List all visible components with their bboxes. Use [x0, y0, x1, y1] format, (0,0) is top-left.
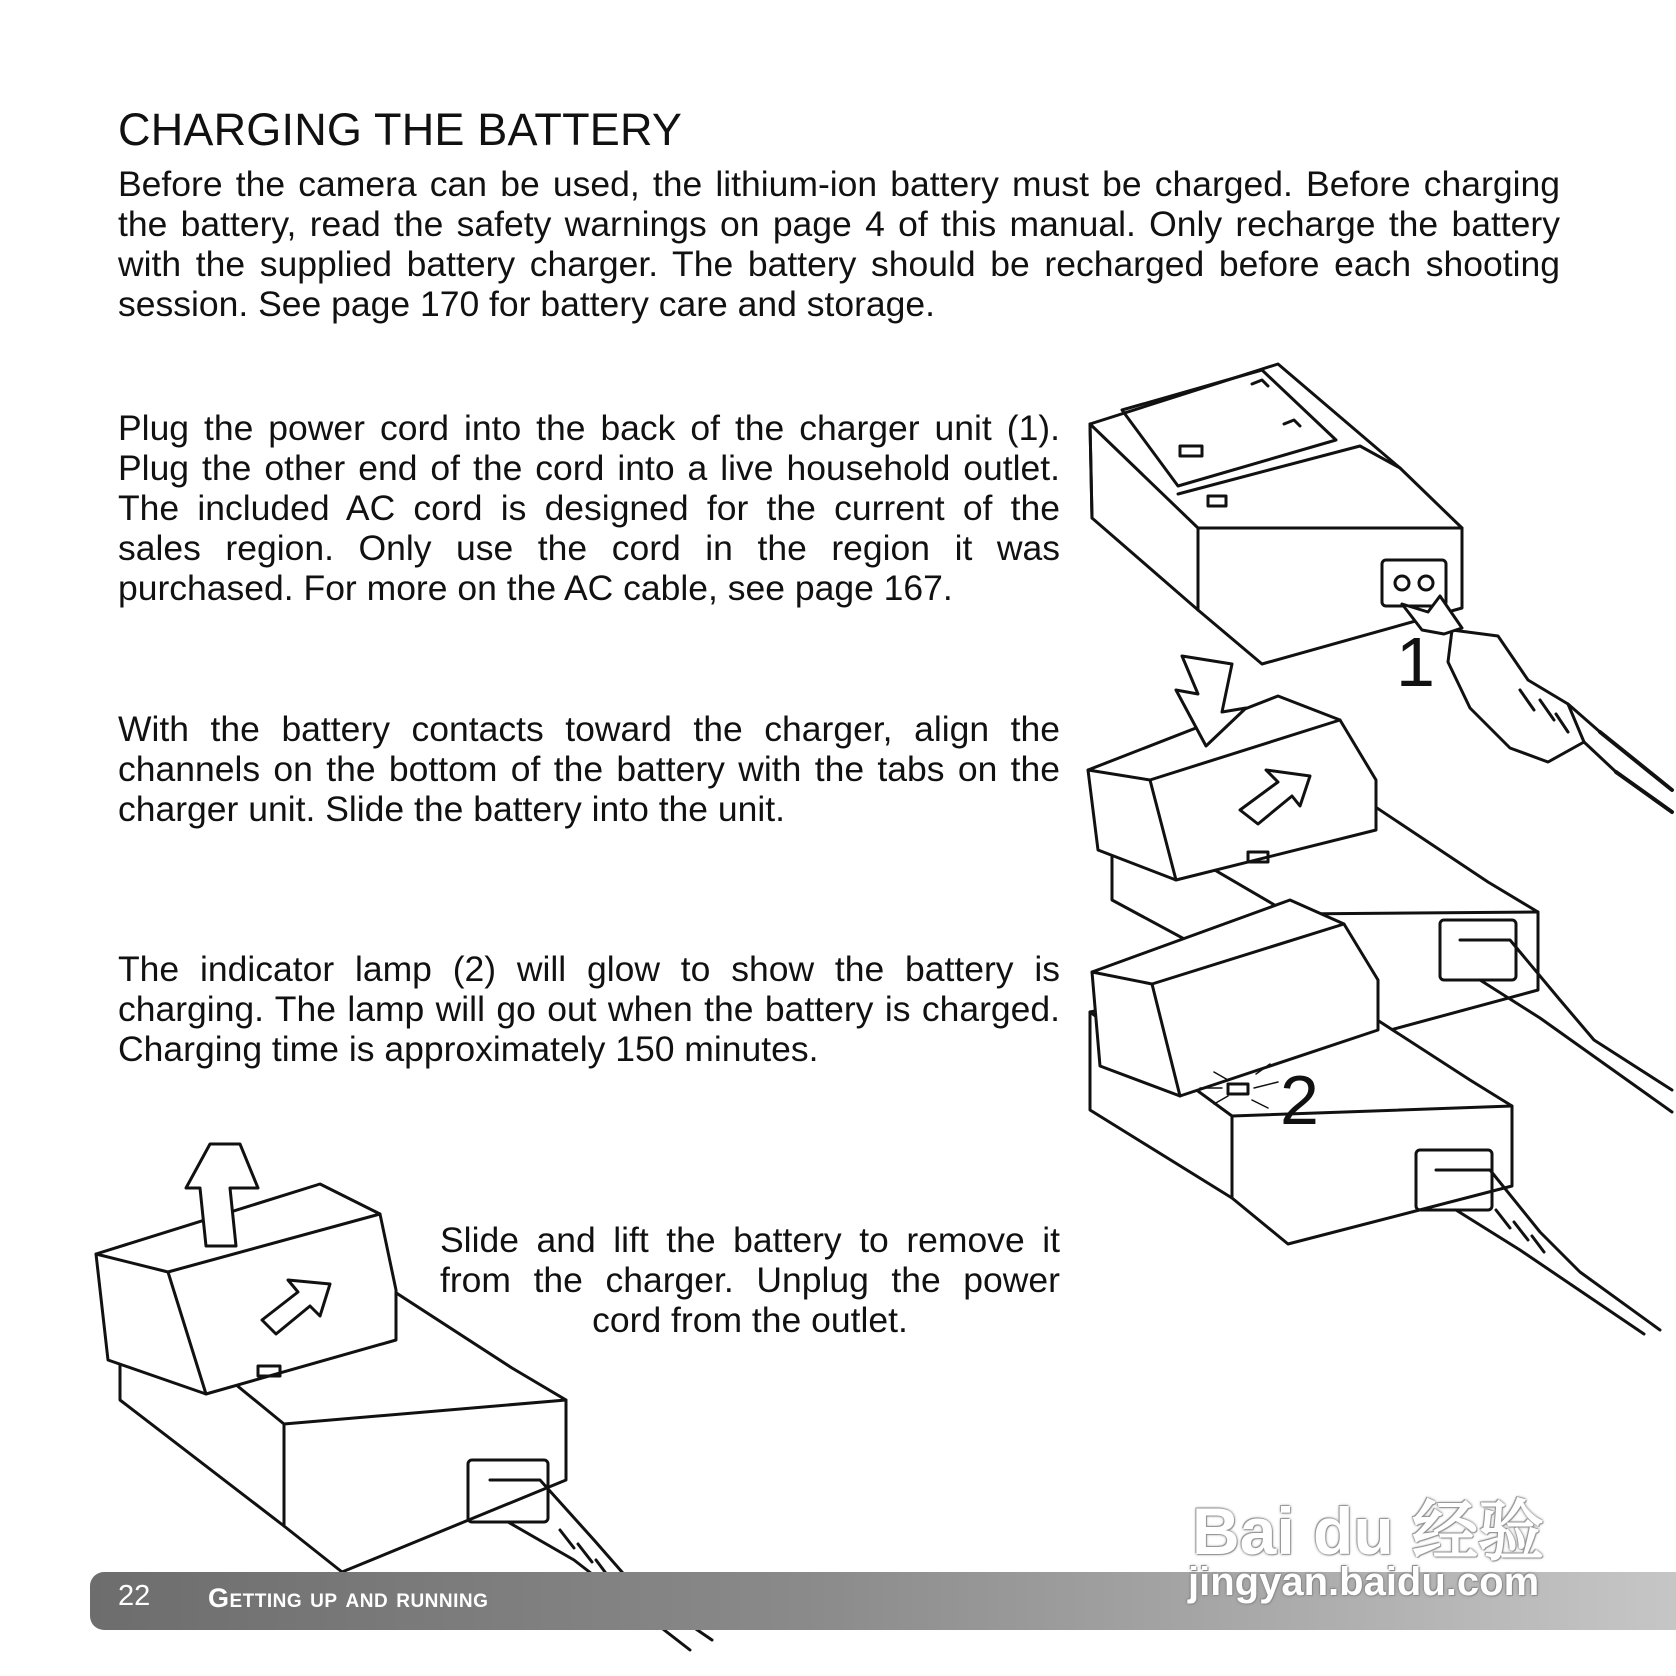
step-remove-battery: Slide and lift the battery to remove it from the charger. Unplug the power cord from the outlet.	[440, 1220, 1060, 1340]
watermark-url: jingyan.baidu.com	[1188, 1560, 1540, 1604]
page-number: 22	[118, 1580, 151, 1612]
callout-two: 2	[1280, 1061, 1319, 1139]
watermark-logo: Bai du 经验	[1192, 1494, 1545, 1568]
callout-one: 1	[1396, 623, 1435, 701]
section-title: Getting up and running	[208, 1583, 489, 1613]
step-plug-cord: Plug the power cord into the back of the charger unit (1). Plug the other end of the cord into a live household outlet. The included AC cord is designed for the current of the sales region. Only use the cord in the region it was purchased. For more on the AC cable, see page 167.	[118, 408, 1060, 608]
intro-paragraph: Before the camera can be used, the lithium-ion battery must be charged. Before charging the battery, read the safety warnings on page 4 of this manual. Only recharge the battery with the supplied battery charger. The battery should be recharged before each shooting session. See page 170 for battery care and storage.	[118, 164, 1560, 324]
step-insert-battery: With the battery contacts toward the charger, align the channels on the bottom of the battery with the tabs on the charger unit. Slide the battery into the unit.	[118, 709, 1060, 829]
step-indicator-lamp: The indicator lamp (2) will glow to show the battery is charging. The lamp will go out when the battery is charged. Charging time is approximately 150 minutes.	[118, 949, 1060, 1069]
page-title: CHARGING THE BATTERY	[118, 104, 683, 155]
power-plug-icon	[1448, 630, 1672, 812]
